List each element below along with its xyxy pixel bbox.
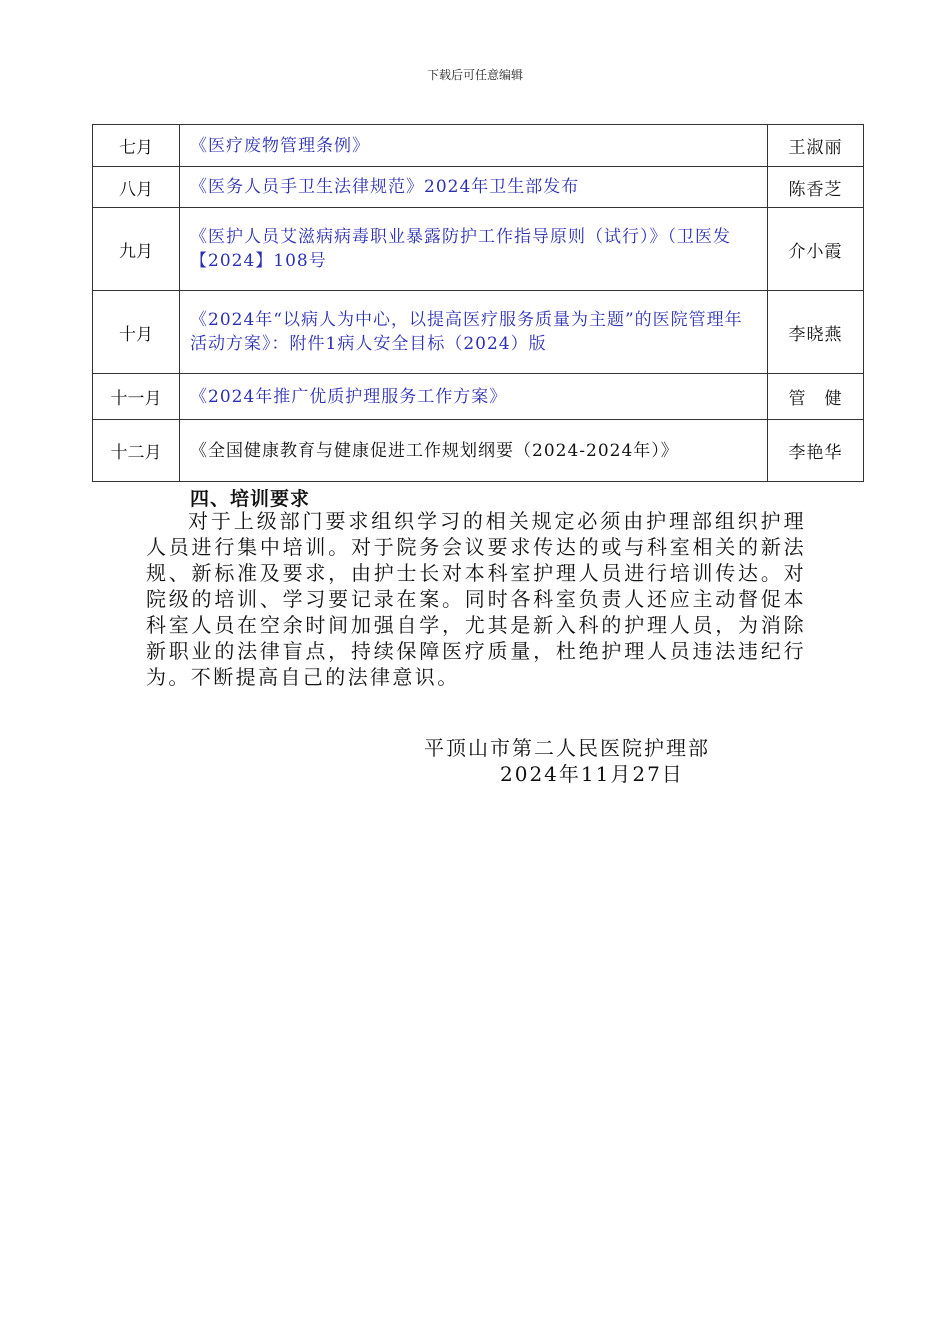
table-row (93, 420, 864, 482)
table-row (93, 208, 864, 291)
table-row (93, 291, 864, 374)
regulation-cell: 《医务人员手卫生法律规范》2024年卫生部发布 (180, 167, 768, 208)
regulation-cell: 《医疗废物管理条例》 (180, 125, 768, 167)
month-cell: 八月 (93, 167, 180, 208)
signature-organization: 平顶山市第二人民医院护理部 (424, 736, 710, 760)
person-cell: 陈香芝 (768, 167, 864, 208)
table-row (93, 167, 864, 208)
regulation-cell: 《医护人员艾滋病病毒职业暴露防护工作指导原则（试行）》（卫医发【2024】108号 (180, 208, 768, 291)
person-cell: 管 健 (768, 374, 864, 420)
month-cell: 九月 (93, 208, 180, 291)
month-cell: 十月 (93, 291, 180, 374)
month-cell: 十二月 (93, 420, 180, 482)
header-note: 下载后可任意编辑 (426, 68, 523, 82)
training-requirements-paragraph: 对于上级部门要求组织学习的相关规定必须由护理部组织护理人员进行集中培训。对于院务会议要求传达的或与科室相关的新法规、新标准及要求，由护士长对本科室护理人员进行培训传达。对院级的培训、学习要记录在案。同时各科室负责人还应主动督促本科室人员在空余时间加强自学，尤其是新入科的护理人员，为消除新职业的法律盲点，持续保障医疗质量，杜绝护理人员违法违纪行为。不断提高自己的法律意识。 (146, 509, 806, 689)
person-cell: 李艳华 (768, 420, 864, 482)
regulation-cell: 《2024年“以病人为中心，以提高医疗服务质量为主题”的医院管理年活动方案》：附件1病人安全目标（2024）版 (180, 291, 768, 374)
section-title: 四、培训要求 (190, 488, 311, 510)
regulation-cell: 《全国健康教育与健康促进工作规划纲要（2024-2024年）》 (180, 420, 768, 482)
study-schedule-table (92, 124, 864, 482)
month-cell: 十一月 (93, 374, 180, 420)
person-cell: 介小霞 (768, 208, 864, 291)
table-row (93, 125, 864, 167)
person-cell: 李晓燕 (768, 291, 864, 374)
month-cell: 七月 (93, 125, 180, 167)
table-row (93, 374, 864, 420)
signature-date: 2024年11月27日 (500, 762, 684, 786)
person-cell: 王淑丽 (768, 125, 864, 167)
regulation-cell: 《2024年推广优质护理服务工作方案》 (180, 374, 768, 420)
